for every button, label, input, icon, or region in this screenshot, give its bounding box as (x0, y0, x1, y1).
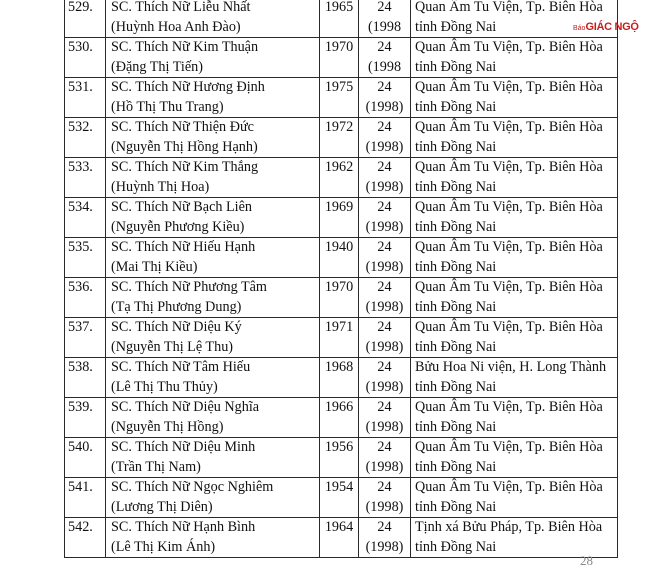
nun-name-line-2: (Nguyễn Thị Hồng) (111, 418, 224, 435)
residence-place-line-1: Quan Âm Tu Viện, Tp. Biên Hòa (415, 119, 603, 135)
residence-place-line-1: Quan Âm Tu Viện, Tp. Biên Hòa (415, 279, 603, 295)
birth-year: 1969 (324, 199, 354, 215)
birth-year: 1971 (324, 319, 354, 335)
ordination-info-line-2: (1998 (367, 18, 402, 35)
ordination-info-line-2: (1998) (365, 98, 404, 115)
nun-name-line-1: SC. Thích Nữ Liễu Nhất (111, 0, 251, 15)
table-row (65, 518, 618, 558)
table-row (65, 38, 618, 78)
residence-place-line-1: Quan Âm Tu Viện, Tp. Biên Hòa (415, 159, 603, 175)
nun-name-cell (106, 0, 320, 38)
nun-name-line-1: SC. Thích Nữ Diệu Ký (111, 319, 242, 335)
nun-name-cell (106, 78, 320, 118)
birth-year: 1940 (324, 239, 354, 255)
table-row (65, 198, 618, 238)
nun-name-cell (106, 118, 320, 158)
table-row (65, 0, 618, 38)
ordination-info-line-1: 24 (377, 79, 392, 95)
residence-place-line-1: Tịnh xá Bửu Pháp, Tp. Biên Hòa (415, 519, 603, 535)
birth-year: 1966 (324, 399, 354, 415)
residence-place-cell (411, 438, 618, 478)
nun-name-cell (106, 38, 320, 78)
nun-name-cell (106, 318, 320, 358)
ordination-info-line-1: 24 (377, 279, 392, 295)
birth-year: 1956 (324, 439, 354, 455)
residence-place-line-1: Quan Âm Tu Viện, Tp. Biên Hòa (415, 199, 603, 215)
residence-place-line-2: tỉnh Đồng Nai (415, 298, 497, 315)
ordination-info-line-2: (1998) (365, 258, 404, 275)
row-number-cell (65, 318, 106, 358)
birth-year: 1964 (324, 519, 354, 535)
residence-place-line-2: tỉnh Đồng Nai (415, 18, 497, 35)
residence-place-line-2: tỉnh Đồng Nai (415, 178, 497, 195)
ordination-info-cell (359, 198, 411, 238)
nun-name-line-2: (Huỳnh Hoa Anh Đào) (111, 18, 241, 35)
ordination-info-cell (359, 238, 411, 278)
nun-name-cell (106, 198, 320, 238)
residence-place-line-1: Quan Âm Tu Viện, Tp. Biên Hòa (415, 239, 603, 255)
roster-table-body (65, 0, 618, 558)
nun-name-line-1: SC. Thích Nữ Kim Thuận (111, 39, 259, 55)
birth-year: 1970 (324, 39, 354, 55)
ordination-info-cell (359, 38, 411, 78)
ordination-info-line-1: 24 (377, 159, 392, 175)
giac-ngo-watermark (573, 21, 639, 34)
birth-year-cell (320, 438, 359, 478)
birth-year: 1968 (324, 359, 354, 375)
ordination-info-line-1: 24 (377, 359, 392, 375)
residence-place-line-1: Quan Âm Tu Viện, Tp. Biên Hòa (415, 439, 603, 455)
nun-name-cell (106, 518, 320, 558)
nun-name-line-2: (Trần Thị Nam) (111, 458, 201, 475)
nun-name-line-2: (Huỳnh Thị Hoa) (111, 178, 210, 195)
ordination-info-line-1: 24 (377, 319, 392, 335)
residence-place-line-2: tỉnh Đồng Nai (415, 538, 497, 555)
nun-name-line-2: (Đặng Thị Tiến) (111, 58, 203, 75)
residence-place-cell (411, 78, 618, 118)
residence-place-line-1: Quan Âm Tu Viện, Tp. Biên Hòa (415, 319, 603, 335)
ordination-info-cell (359, 358, 411, 398)
nun-name-line-2: (Hồ Thị Thu Trang) (111, 98, 224, 115)
nun-name-cell (106, 158, 320, 198)
birth-year-cell (320, 118, 359, 158)
nun-name-cell (106, 238, 320, 278)
residence-place-line-2: tỉnh Đồng Nai (415, 498, 497, 515)
table-row (65, 78, 618, 118)
birth-year-cell (320, 38, 359, 78)
nun-name-line-2: (Nguyễn Thị Hồng Hạnh) (111, 138, 258, 155)
ordination-info-cell (359, 318, 411, 358)
ordination-info-line-1: 24 (377, 119, 392, 135)
row-number: 532. (68, 119, 93, 135)
nun-name-line-1: SC. Thích Nữ Tâm Hiếu (111, 359, 251, 375)
row-number: 536. (68, 279, 93, 295)
birth-year: 1975 (324, 79, 354, 95)
birth-year: 1970 (324, 279, 354, 295)
table-row (65, 118, 618, 158)
row-number: 530. (68, 39, 93, 55)
nun-name-line-2: (Tạ Thị Phương Dung) (111, 298, 242, 315)
ordination-info-line-2: (1998) (365, 218, 404, 235)
nun-name-line-2: (Nguyễn Phương Kiều) (111, 218, 245, 235)
nun-name-line-2: (Nguyễn Thị Lệ Thu) (111, 338, 234, 355)
residence-place-cell (411, 358, 618, 398)
residence-place-line-2: tỉnh Đồng Nai (415, 338, 497, 355)
ordination-info-cell (359, 278, 411, 318)
ordination-info-cell (359, 78, 411, 118)
row-number-cell (65, 438, 106, 478)
ordination-info-cell (359, 118, 411, 158)
nun-name-line-1: SC. Thích Nữ Diệu Minh (111, 439, 256, 455)
birth-year-cell (320, 158, 359, 198)
ordination-info-cell (359, 0, 411, 38)
residence-place-cell (411, 238, 618, 278)
nun-name-line-1: SC. Thích Nữ Phương Tâm (111, 279, 267, 295)
watermark-prefix: Báo (573, 25, 586, 32)
ordination-info-line-1: 24 (377, 239, 392, 255)
ordination-info-line-2: (1998) (365, 498, 404, 515)
residence-place-line-1: Quan Âm Tu Viện, Tp. Biên Hòa (415, 79, 603, 95)
residence-place-line-1: Quan Âm Tu Viện, Tp. Biên Hòa (415, 479, 603, 495)
ordination-info-line-2: (1998) (365, 418, 404, 435)
birth-year: 1965 (324, 0, 354, 15)
nun-name-line-1: SC. Thích Nữ Hạnh Bình (111, 519, 256, 535)
nun-name-line-1: SC. Thích Nữ Hiếu Hạnh (111, 239, 256, 255)
birth-year: 1962 (324, 159, 354, 175)
residence-place-cell (411, 518, 618, 558)
birth-year-cell (320, 278, 359, 318)
ordination-info-line-1: 24 (377, 479, 392, 495)
ordination-info-line-2: (1998) (365, 178, 404, 195)
birth-year-cell (320, 358, 359, 398)
ordination-info-line-1: 24 (377, 199, 392, 215)
row-number: 537. (68, 319, 93, 335)
ordination-info-cell (359, 438, 411, 478)
ordination-info-line-1: 24 (377, 399, 392, 415)
ordination-info-cell (359, 518, 411, 558)
residence-place-line-2: tỉnh Đồng Nai (415, 378, 497, 395)
ordination-info-line-1: 24 (377, 519, 392, 535)
row-number: 542. (68, 519, 93, 535)
row-number: 540. (68, 439, 93, 455)
residence-place-line-1: Quan Âm Tu Viện, Tp. Biên Hòa (415, 39, 603, 55)
residence-place-line-2: tỉnh Đồng Nai (415, 218, 497, 235)
row-number-cell (65, 38, 106, 78)
nun-name-line-2: (Lương Thị Diên) (111, 498, 213, 515)
birth-year: 1954 (324, 479, 354, 495)
table-row (65, 398, 618, 438)
row-number-cell (65, 478, 106, 518)
residence-place-cell (411, 118, 618, 158)
residence-place-line-2: tỉnh Đồng Nai (415, 258, 497, 275)
birth-year-cell (320, 238, 359, 278)
watermark-brand: GIÁC NGỘ (585, 21, 639, 33)
nun-name-line-1: SC. Thích Nữ Bạch Liên (111, 199, 253, 215)
row-number-cell (65, 78, 106, 118)
row-number-cell (65, 0, 106, 38)
nun-name-line-1: SC. Thích Nữ Kim Thắng (111, 159, 259, 175)
nun-name-line-1: SC. Thích Nữ Thiện Đức (111, 119, 254, 135)
residence-place-line-2: tỉnh Đồng Nai (415, 98, 497, 115)
nun-name-cell (106, 398, 320, 438)
row-number: 529. (68, 0, 93, 15)
row-number: 541. (68, 479, 93, 495)
ordination-info-line-2: (1998) (365, 378, 404, 395)
table-row (65, 478, 618, 518)
nun-name-line-2: (Lê Thị Thu Thủy) (111, 378, 218, 395)
row-number: 539. (68, 399, 93, 415)
table-row (65, 278, 618, 318)
ordination-info-line-2: (1998) (365, 338, 404, 355)
row-number: 534. (68, 199, 93, 215)
residence-place-cell (411, 278, 618, 318)
birth-year-cell (320, 318, 359, 358)
row-number-cell (65, 118, 106, 158)
residence-place-cell (411, 318, 618, 358)
ordination-info-line-1: 24 (377, 0, 392, 15)
residence-place-line-1: Bửu Hoa Ni viện, H. Long Thành (415, 359, 607, 375)
ordination-info-line-2: (1998 (367, 58, 402, 75)
birth-year-cell (320, 198, 359, 238)
table-row (65, 318, 618, 358)
ordination-info-line-1: 24 (377, 439, 392, 455)
nun-name-cell (106, 438, 320, 478)
nun-name-cell (106, 278, 320, 318)
row-number: 535. (68, 239, 93, 255)
residence-place-line-2: tỉnh Đồng Nai (415, 138, 497, 155)
ordination-info-cell (359, 478, 411, 518)
residence-place-cell (411, 478, 618, 518)
residence-place-line-1: Quan Âm Tu Viện, Tp. Biên Hòa (415, 0, 603, 15)
table-row (65, 438, 618, 478)
nun-name-cell (106, 478, 320, 518)
birth-year-cell (320, 478, 359, 518)
row-number-cell (65, 198, 106, 238)
residence-place-cell (411, 38, 618, 78)
birth-year-cell (320, 78, 359, 118)
nun-name-line-1: SC. Thích Nữ Ngọc Nghiêm (111, 479, 274, 495)
row-number-cell (65, 518, 106, 558)
residence-place-line-2: tỉnh Đồng Nai (415, 458, 497, 475)
row-number: 533. (68, 159, 93, 175)
birth-year-cell (320, 398, 359, 438)
ordination-info-line-1: 24 (377, 39, 392, 55)
birth-year-cell (320, 518, 359, 558)
ordination-roster-table (64, 0, 618, 558)
nun-name-line-1: SC. Thích Nữ Diệu Nghĩa (111, 399, 260, 415)
residence-place-cell (411, 398, 618, 438)
nun-name-line-2: (Lê Thị Kim Ánh) (111, 538, 216, 555)
residence-place-cell (411, 158, 618, 198)
birth-year: 1972 (324, 119, 354, 135)
nun-name-line-2: (Mai Thị Kiều) (111, 258, 198, 275)
row-number: 531. (68, 79, 93, 95)
ordination-info-line-2: (1998) (365, 538, 404, 555)
ordination-info-line-2: (1998) (365, 298, 404, 315)
page-number: 28 (580, 553, 593, 568)
row-number-cell (65, 398, 106, 438)
nun-name-cell (106, 358, 320, 398)
row-number-cell (65, 158, 106, 198)
residence-place-line-2: tỉnh Đồng Nai (415, 418, 497, 435)
ordination-info-line-2: (1998) (365, 458, 404, 475)
residence-place-line-2: tỉnh Đồng Nai (415, 58, 497, 75)
row-number-cell (65, 238, 106, 278)
table-row (65, 358, 618, 398)
row-number: 538. (68, 359, 93, 375)
row-number-cell (65, 358, 106, 398)
row-number-cell (65, 278, 106, 318)
ordination-info-line-2: (1998) (365, 138, 404, 155)
nun-name-line-1: SC. Thích Nữ Hương Định (111, 79, 265, 95)
ordination-info-cell (359, 158, 411, 198)
residence-place-cell (411, 198, 618, 238)
birth-year-cell (320, 0, 359, 38)
ordination-info-cell (359, 398, 411, 438)
table-row (65, 238, 618, 278)
table-row (65, 158, 618, 198)
residence-place-line-1: Quan Âm Tu Viện, Tp. Biên Hòa (415, 399, 603, 415)
